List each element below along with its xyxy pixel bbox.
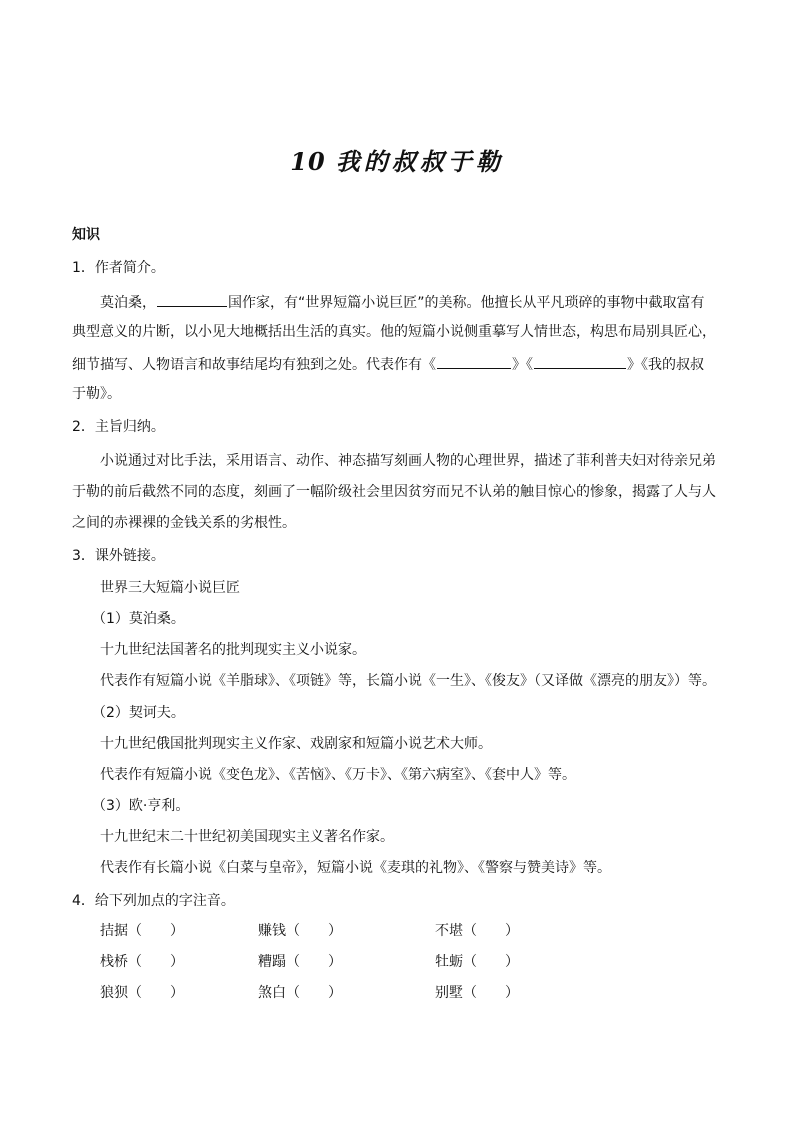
pinyin-row [100,952,720,972]
item2-heading: 2．主旨归纳。 [72,419,165,435]
item1-paragraph-line2: 典型意义的片断，以小见大地概括出生活的真实。他的短篇小说侧重摹写人情世态，构思布局别具匠心， [72,324,716,340]
item1-text: 细节描写、人物语言和故事结尾均有独到之处。代表作有《 [72,357,436,373]
page-title [0,142,794,177]
work-blank-2[interactable] [534,353,626,369]
item2-paragraph-line3: 之间的赤裸裸的金钱关系的劣根性。 [72,515,296,531]
item1-heading: 1．作者简介。 [72,260,165,276]
work-blank-1[interactable] [437,353,511,369]
item3-line: 十九世纪俄国批判现实主义作家、戏剧家和短篇小说艺术大师。 [100,736,492,752]
item3-line: 世界三大短篇小说巨匠 [100,580,240,596]
item1-text: 》《我的叔叔 [627,357,704,373]
item3-line: （1）莫泊桑。 [92,611,185,627]
pinyin-question[interactable]: 煞白（ ） [258,985,342,1001]
pinyin-question[interactable]: 栈桥（ ） [100,954,184,970]
item1-text: 国作家，有“世界短篇小说巨匠”的美称。他擅长从平凡琐碎的事物中截取富有 [228,295,705,311]
nationality-blank[interactable] [157,291,227,307]
pinyin-question[interactable]: 糟蹋（ ） [258,954,342,970]
item3-line: 十九世纪法国著名的批判现实主义小说家。 [100,642,366,658]
section-heading: 知识 [72,227,100,243]
item1-paragraph-line1 [100,291,705,313]
item3-line: （3）欧·亨利。 [92,798,190,814]
item3-line: 代表作有短篇小说《变色龙》、《苦恼》、《万卡》、《第六病室》、《套中人》等。 [100,767,576,783]
pinyin-question[interactable]: 赚钱（ ） [258,923,342,939]
lesson-number: 10 [290,147,326,176]
item2-paragraph-line2: 于勒的前后截然不同的态度，刻画了一幅阶级社会里因贫穷而兄不认弟的触目惊心的惨象，揭露了人与人 [72,484,716,500]
pinyin-row [100,983,720,1003]
item3-heading: 3．课外链接。 [72,548,165,564]
item3-line: 代表作有短篇小说《羊脂球》、《项链》等，长篇小说《一生》、《俊友》（又译做《漂亮的朋友》）等。 [100,673,716,689]
pinyin-question[interactable]: 拮据（ ） [100,923,184,939]
item3-line: （2）契诃夫。 [92,705,185,721]
item4-heading: 4．给下列加点的字注音。 [72,893,235,909]
item3-line: 十九世纪末二十世纪初美国现实主义著名作家。 [100,829,394,845]
pinyin-row [100,921,720,941]
pinyin-question[interactable]: 牡蛎（ ） [435,954,519,970]
item1-text: 莫泊桑， [100,295,156,311]
item2-paragraph-line1: 小说通过对比手法，采用语言、动作、神态描写刻画人物的心理世界，描述了菲利普夫妇对待亲兄弟 [100,453,716,469]
item1-text: 》《 [512,357,533,373]
pinyin-question[interactable]: 不堪（ ） [435,923,519,939]
item3-line: 代表作有长篇小说《白菜与皇帝》，短篇小说《麦琪的礼物》、《警察与赞美诗》等。 [100,860,611,876]
item1-paragraph-line4: 于勒》。 [72,386,121,402]
pinyin-question[interactable]: 狼狈（ ） [100,985,184,1001]
lesson-title: 我的叔叔于勒 [335,147,504,176]
pinyin-question[interactable]: 别墅（ ） [435,985,519,1001]
item1-paragraph-line3 [72,353,704,375]
